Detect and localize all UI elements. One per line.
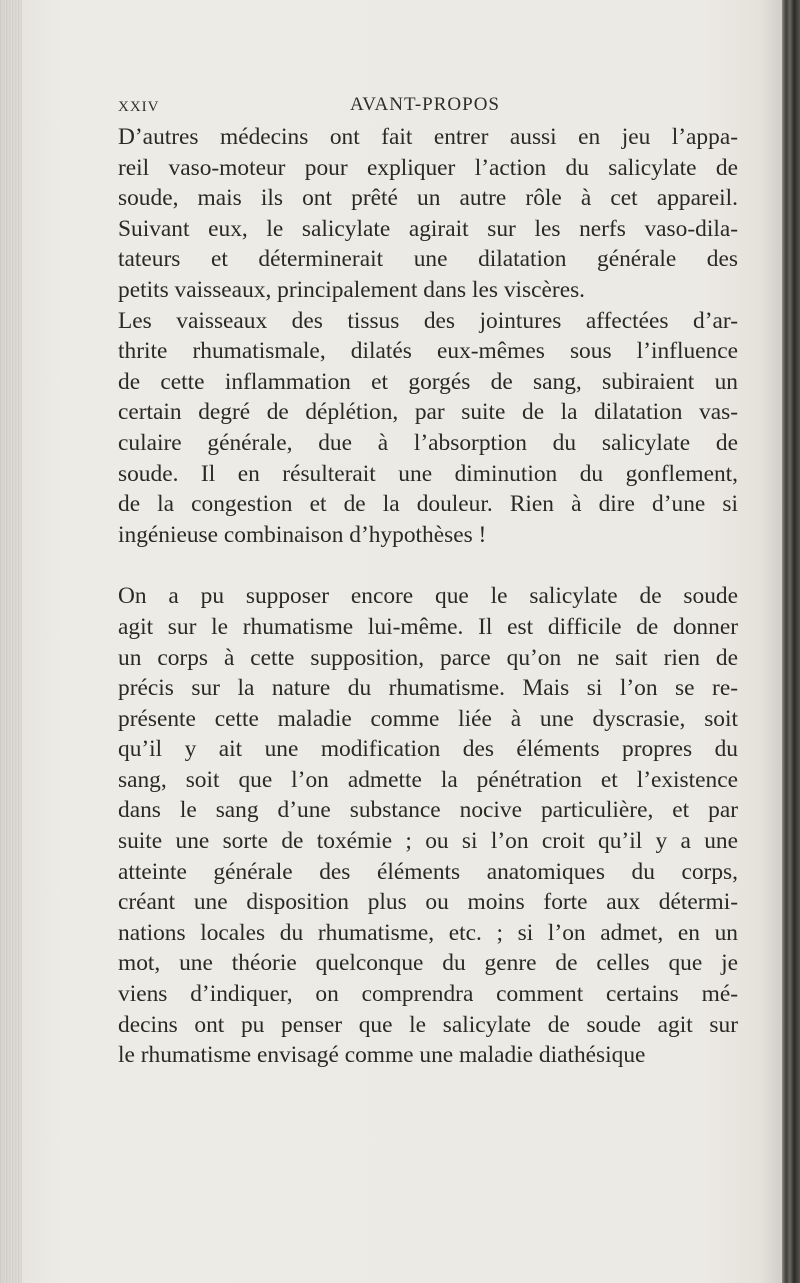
book-gutter	[0, 0, 22, 1283]
text-line: nations locales du rhumatisme, etc. ; si l’on admet, en un	[118, 919, 738, 946]
text-line: tateurs et déterminerait une dilatation générale des	[118, 246, 738, 273]
text-line: suite une sorte de toxémie ; ou si l’on croit qu’il y a une	[118, 828, 738, 855]
text-line: soude, mais ils ont prêté un autre rôle à cet appareil.	[118, 185, 738, 212]
body-text	[118, 122, 738, 1071]
text-line: Suivant eux, le salicylate agirait sur les nerfs vaso-dila-	[118, 215, 738, 242]
text-line: dans le sang d’une substance nocive particulière, et par	[118, 797, 738, 824]
paragraph-3	[118, 581, 738, 1071]
text-line: certain degré de déplétion, par suite de la dilatation vas-	[118, 399, 738, 426]
text-line: ingénieuse combinaison d’hypothèses !	[118, 521, 487, 548]
text-line: reil vaso-moteur pour expliquer l’action du salicylate de	[118, 154, 738, 181]
paragraph-gap	[118, 550, 738, 581]
text-line: culaire générale, due à l’absorption du salicylate de	[118, 429, 738, 456]
text-line: qu’il y ait une modification des éléments propres du	[118, 736, 738, 763]
paragraph-2	[118, 306, 738, 551]
text-line: agit sur le rhumatisme lui-même. Il est difficile de donner	[118, 613, 738, 640]
text-line: créant une disposition plus ou moins forte aux détermi-	[118, 889, 738, 916]
running-title: AVANT-PROPOS	[350, 94, 500, 115]
text-line: présente cette maladie comme liée à une dyscrasie, soit	[118, 705, 738, 732]
text-line: un corps à cette supposition, parce qu’on ne sait rien de	[118, 644, 738, 671]
page-header	[118, 94, 678, 124]
text-line: de la congestion et de la douleur. Rien à dire d’une si	[118, 491, 738, 518]
text-line: soude. Il en résulterait une diminution du gonflement,	[118, 460, 738, 487]
text-line: atteinte générale des éléments anatomiques du corps,	[118, 858, 738, 885]
text-line: D’autres médecins ont fait entrer aussi en jeu l’appa-	[118, 124, 738, 150]
text-line: Les vaisseaux des tissus des jointures affectées d’ar-	[118, 307, 738, 334]
text-line: de cette inflammation et gorgés de sang, subiraient un	[118, 368, 738, 395]
text-line: viens d’indiquer, on comprendra comment certains mé-	[118, 981, 738, 1008]
text-line: decins ont pu penser que le salicylate de soude agit sur	[118, 1011, 738, 1038]
text-line: précis sur la nature du rhumatisme. Mais si l’on se re-	[118, 675, 738, 702]
page-number: XXIV	[118, 99, 160, 115]
text-line: petits vaisseaux, principalement dans les viscères.	[118, 276, 586, 303]
text-line: thrite rhumatismale, dilatés eux-mêmes sous l’influence	[118, 338, 738, 365]
text-line: mot, une théorie quelconque du genre de celles que je	[118, 950, 738, 977]
text-line: On a pu supposer encore que le salicylate de soude	[118, 583, 738, 610]
text-line: sang, soit que l’on admette la pénétration et l’existence	[118, 766, 738, 793]
paragraph-1	[118, 122, 738, 306]
page-edge	[782, 0, 800, 1283]
text-line: le rhumatisme envisagé comme une maladie diathésique	[118, 1042, 646, 1069]
